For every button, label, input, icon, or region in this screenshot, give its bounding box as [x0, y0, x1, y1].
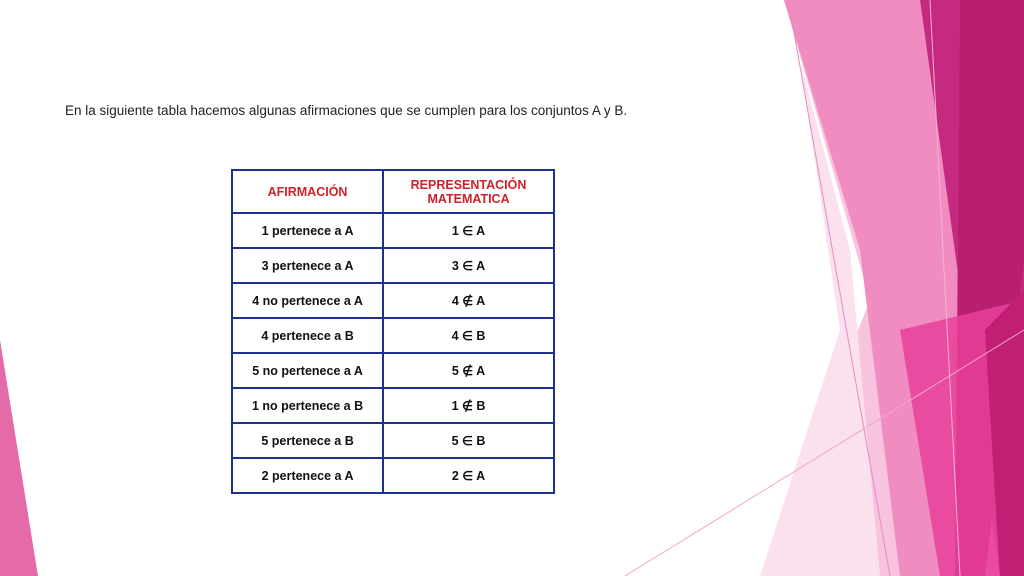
sets-table: [231, 169, 555, 494]
table-row: [232, 388, 554, 423]
cell-notation: 1 ∈ A: [383, 213, 554, 248]
cell-notation: 3 ∈ A: [383, 248, 554, 283]
cell-notation: 4 ∉ A: [383, 283, 554, 318]
cell-statement: 1 pertenece a A: [232, 213, 383, 248]
cell-statement: 2 pertenece a A: [232, 458, 383, 493]
table-row: [232, 353, 554, 388]
header-afirmacion: AFIRMACIÓN: [232, 170, 383, 213]
table-row: [232, 423, 554, 458]
cell-statement: 5 pertenece a B: [232, 423, 383, 458]
table-row: [232, 283, 554, 318]
cell-statement: 5 no pertenece a A: [232, 353, 383, 388]
cell-statement: 4 no pertenece a A: [232, 283, 383, 318]
cell-notation: 5 ∉ A: [383, 353, 554, 388]
table-row: [232, 318, 554, 353]
cell-statement: 1 no pertenece a B: [232, 388, 383, 423]
cell-notation: 5 ∈ B: [383, 423, 554, 458]
table-header-row: [232, 170, 554, 213]
table-row: [232, 458, 554, 493]
table-row: [232, 213, 554, 248]
cell-notation: 4 ∈ B: [383, 318, 554, 353]
table-row: [232, 248, 554, 283]
cell-statement: 4 pertenece a B: [232, 318, 383, 353]
cell-statement: 3 pertenece a A: [232, 248, 383, 283]
intro-text: En la siguiente tabla hacemos algunas afirmaciones que se cumplen para los conjuntos A y B.: [65, 103, 628, 118]
cell-notation: 2 ∈ A: [383, 458, 554, 493]
header-representacion: REPRESENTACIÓN MATEMATICA: [383, 170, 554, 213]
cell-notation: 1 ∉ B: [383, 388, 554, 423]
left-pink-shape: [0, 340, 38, 576]
